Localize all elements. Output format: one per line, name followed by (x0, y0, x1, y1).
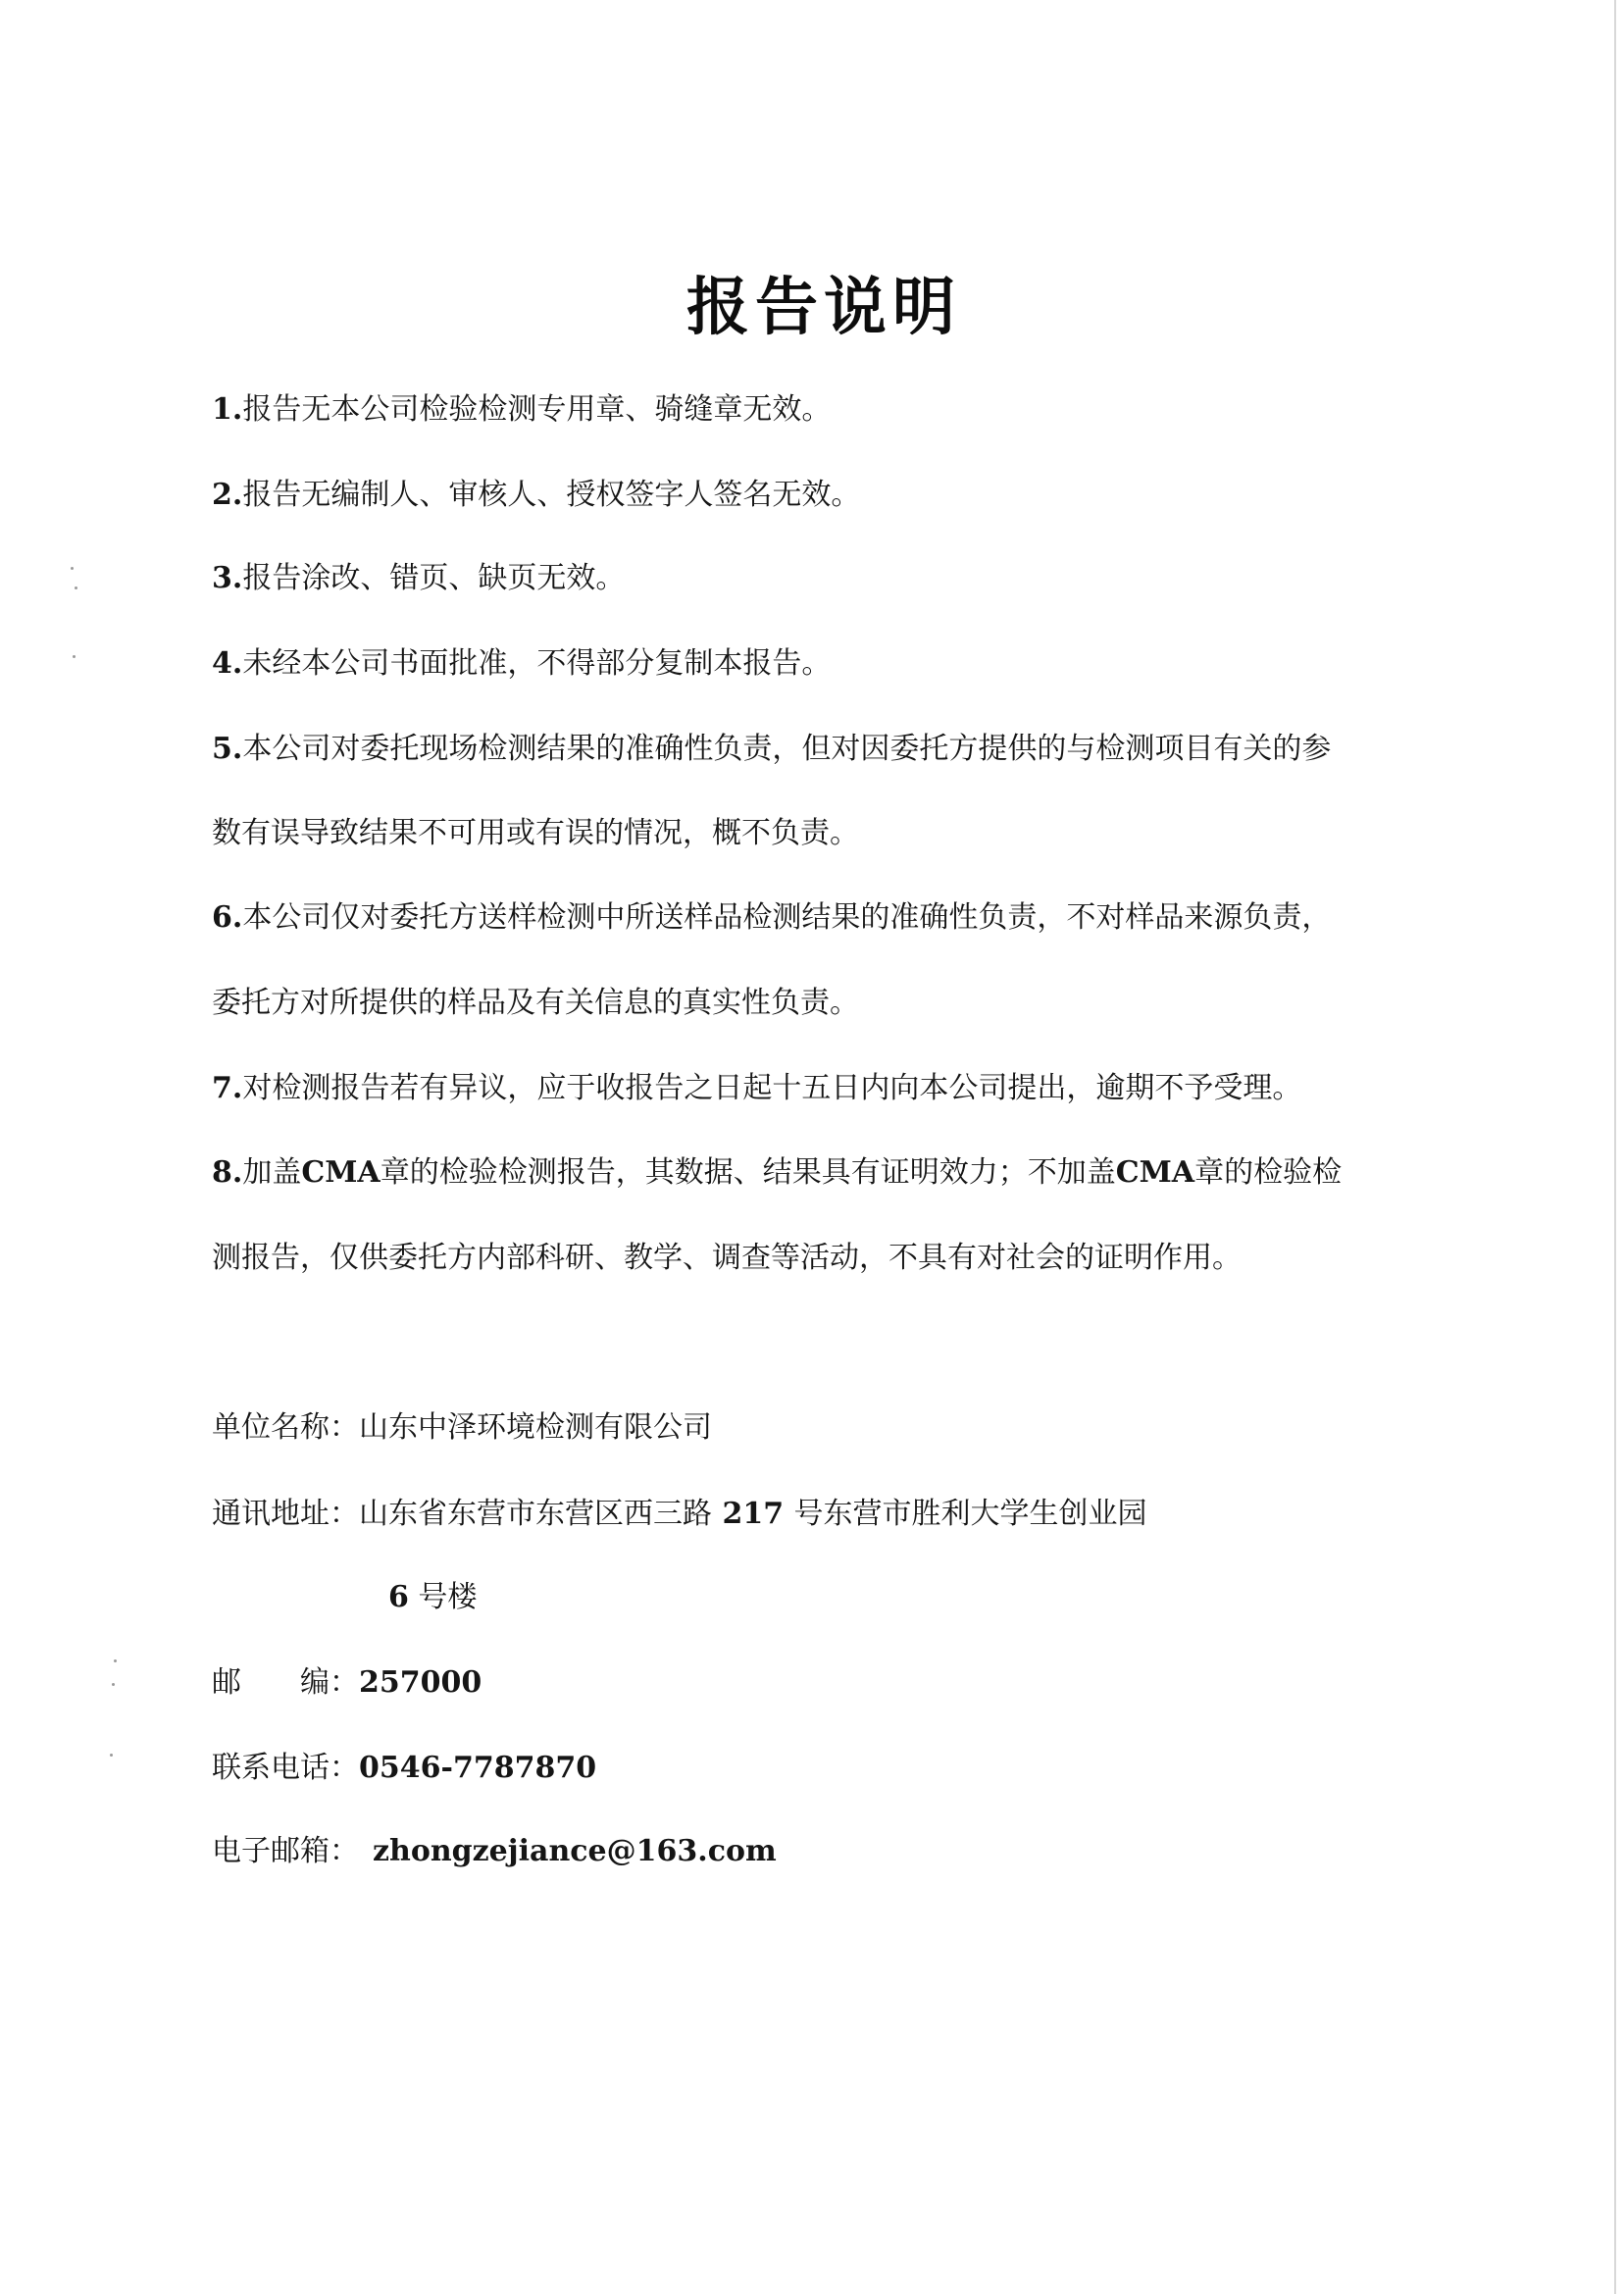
list-item (212, 644, 831, 684)
cma-mark: CMA (1115, 1155, 1195, 1190)
phone-label: 联系电话： (212, 1751, 359, 1785)
postcode-label: 邮 编： (212, 1665, 359, 1700)
item-text: 加盖 (242, 1155, 302, 1190)
item-text: 章的检验检 (1194, 1155, 1343, 1190)
list-item-continuation (212, 814, 859, 853)
address-label: 通讯地址： (212, 1497, 359, 1531)
list-item (212, 1069, 1301, 1108)
scan-speck (112, 1683, 115, 1686)
scan-speck (75, 586, 77, 589)
list-item (212, 390, 831, 430)
page-title: 报告说明 (686, 271, 961, 344)
contact-email (212, 1832, 777, 1871)
item-text: 报告无本公司检验检测专用章、骑缝章无效。 (242, 392, 832, 427)
item-number: 4. (212, 646, 243, 681)
item-number: 5. (212, 732, 243, 766)
contact-phone (212, 1749, 596, 1788)
postcode-value: 257000 (359, 1665, 482, 1700)
item-number: 8. (212, 1155, 243, 1190)
list-item (212, 898, 1331, 938)
item-text: 对检测报告若有异议，应于收报告之日起十五日内向本公司提出，逾期不予受理。 (242, 1071, 1302, 1105)
item-text: 数有误导致结果不可用或有误的情况，概不负责。 (212, 816, 859, 850)
cma-mark: CMA (301, 1155, 381, 1190)
item-number: 3. (212, 561, 243, 595)
item-text: 章的检验检测报告，其数据、结果具有证明效力；不加盖 (380, 1155, 1116, 1190)
item-text: 测报告，仅供委托方内部科研、教学、调查等活动，不具有对社会的证明作用。 (212, 1241, 1242, 1275)
item-text: 报告无编制人、审核人、授权签字人签名无效。 (242, 478, 861, 512)
contact-postcode (212, 1663, 482, 1703)
list-item (212, 730, 1331, 769)
address-value: 山东省东营市东营区西三路 (359, 1497, 712, 1531)
address-number: 217 (712, 1497, 794, 1531)
building-text: 号楼 (408, 1580, 478, 1614)
contact-address (212, 1495, 1147, 1534)
list-item-continuation (212, 984, 859, 1023)
list-item (212, 1153, 1342, 1193)
scan-speck (71, 567, 74, 570)
email-label: 电子邮箱： (212, 1834, 359, 1868)
unit-label: 单位名称： (212, 1410, 359, 1445)
address-value: 号东营市胜利大学生创业园 (793, 1497, 1147, 1531)
scan-speck (114, 1659, 117, 1662)
item-number: 7. (212, 1071, 243, 1105)
item-text: 报告涂改、错页、缺页无效。 (242, 561, 626, 595)
phone-value: 0546-7787870 (359, 1751, 597, 1785)
scan-speck (110, 1754, 113, 1757)
contact-unit (212, 1408, 712, 1448)
list-item (212, 476, 860, 515)
building-number: 6 (388, 1580, 409, 1614)
item-text: 委托方对所提供的样品及有关信息的真实性负责。 (212, 986, 859, 1020)
item-text: 本公司对委托现场检测结果的准确性负责，但对因委托方提供的与检测项目有关的参 (242, 732, 1332, 766)
item-number: 6. (212, 900, 243, 935)
item-number: 1. (212, 392, 243, 427)
item-number: 2. (212, 478, 243, 512)
unit-value: 山东中泽环境检测有限公司 (359, 1410, 712, 1445)
list-item (212, 559, 625, 598)
scan-speck (73, 655, 76, 658)
item-text: 未经本公司书面批准，不得部分复制本报告。 (242, 646, 832, 681)
email-value: zhongzejiance@163.com (373, 1834, 777, 1868)
list-item-continuation (212, 1239, 1242, 1278)
contact-address-line2 (212, 1578, 477, 1617)
item-text: 本公司仅对委托方送样检测中所送样品检测结果的准确性负责，不对样品来源负责， (242, 900, 1332, 935)
